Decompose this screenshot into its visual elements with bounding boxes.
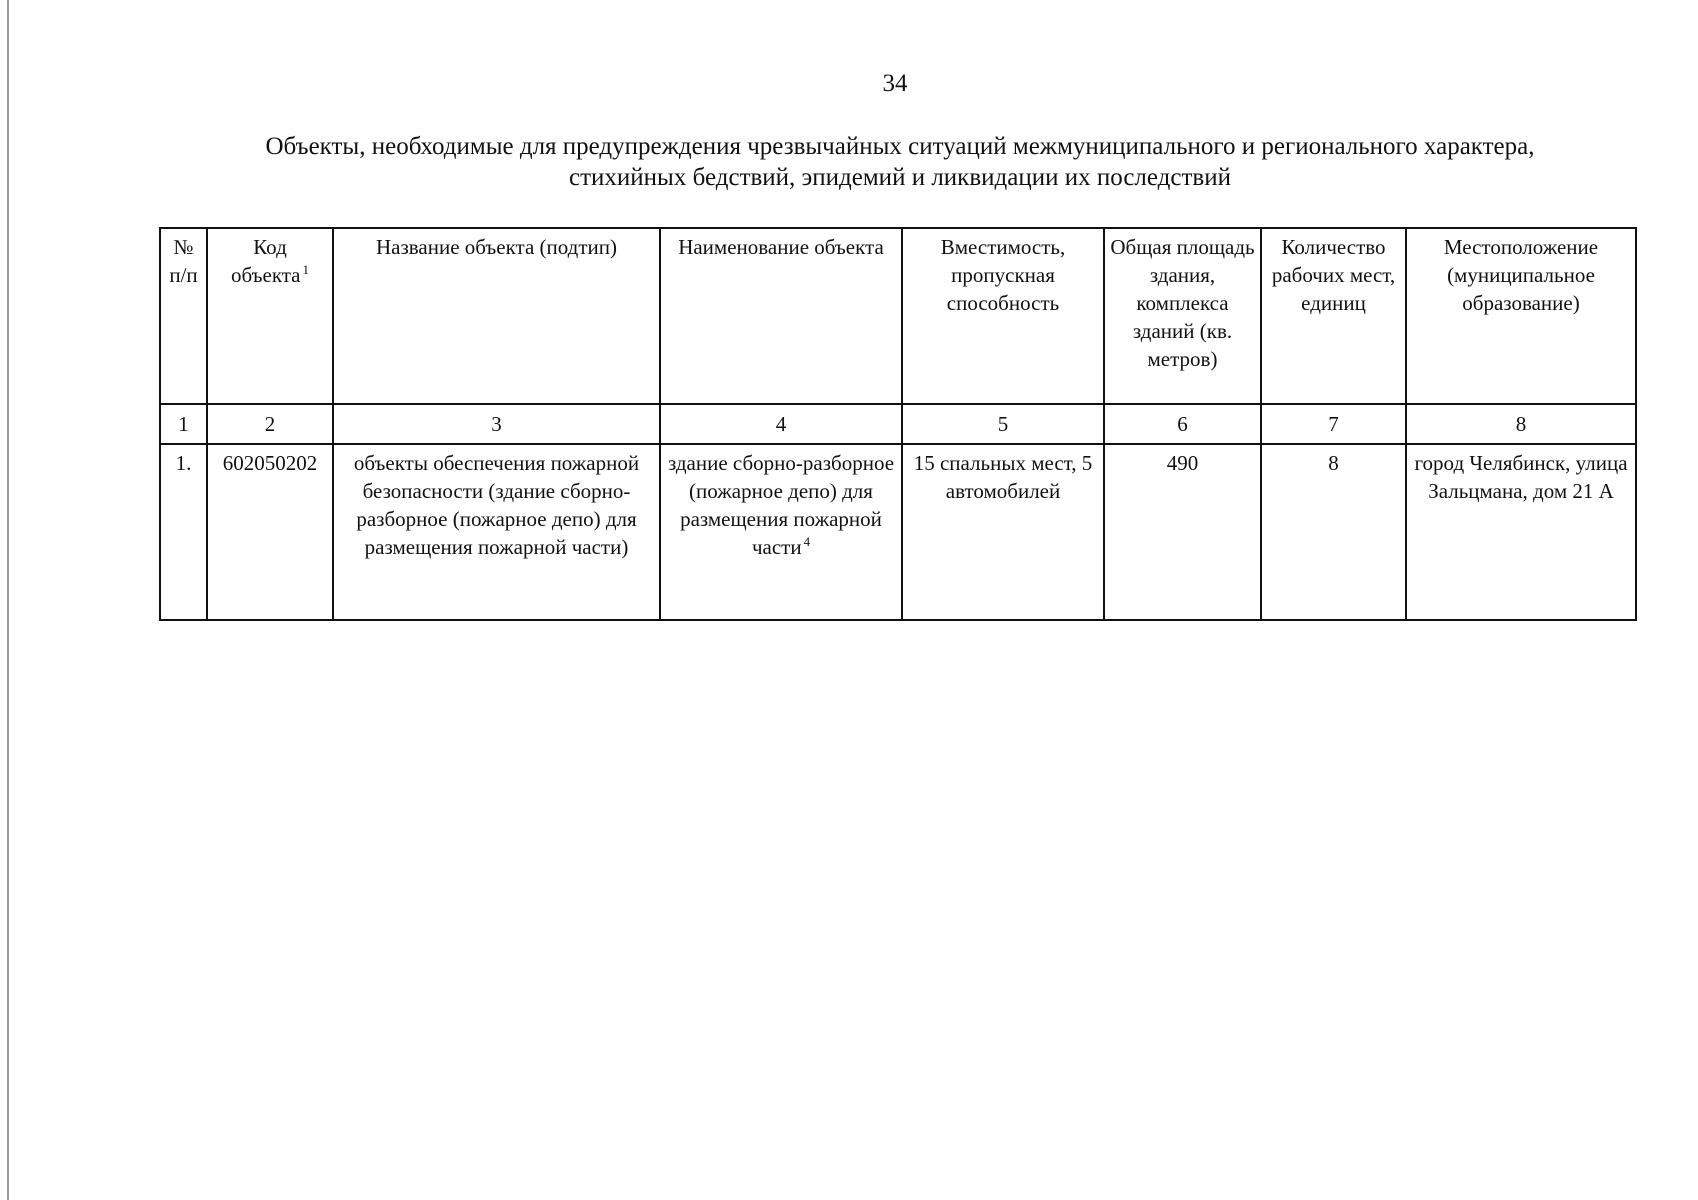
document-title	[150, 131, 1650, 193]
header-code-footnote: 1	[302, 262, 310, 277]
column-number: 3	[333, 404, 660, 444]
cell-subtype: объекты обеспечения пожарной безопасности (здание сборно-разборное (пожарное депо) для размещения пожарной части)	[333, 444, 660, 620]
cell-workplaces: 8	[1261, 444, 1406, 620]
cell-location: город Челябинск, улица Зальцмана, дом 21 А	[1406, 444, 1636, 620]
table-row	[160, 444, 1636, 620]
cell-name	[660, 444, 902, 620]
cell-name-footnote: 4	[803, 534, 811, 549]
column-number: 4	[660, 404, 902, 444]
column-number: 8	[1406, 404, 1636, 444]
header-workplaces: Количество рабочих мест, единиц	[1261, 228, 1406, 404]
page-number: 34	[882, 70, 908, 97]
cell-nr: 1.	[160, 444, 207, 620]
column-number: 1	[160, 404, 207, 444]
title-line-2: стихийных бедствий, эпидемий и ликвидации их последствий	[569, 164, 1231, 191]
cell-name-text: здание сборно-разборное (пожарное депо) для размещения пожарной части	[667, 451, 895, 559]
column-number: 2	[207, 404, 333, 444]
cell-capacity: 15 спальных мест, 5 автомобилей	[902, 444, 1104, 620]
cell-code: 602050202	[207, 444, 333, 620]
table-header-row	[160, 228, 1636, 404]
scan-edge-line	[7, 0, 9, 1200]
header-location: Местоположение (муниципальное образование)	[1406, 228, 1636, 404]
cell-area: 490	[1104, 444, 1261, 620]
header-capacity: Вместимость, пропускная способность	[902, 228, 1104, 404]
header-area: Общая площадь здания, комплекса зданий (кв. метров)	[1104, 228, 1261, 404]
title-line-1: Объекты, необходимые для предупреждения чрезвычайных ситуаций межмуниципального и регионального характера,	[265, 133, 1535, 160]
column-number: 6	[1104, 404, 1261, 444]
header-nr-label: № п/п	[169, 235, 198, 287]
header-subtype: Название объекта (подтип)	[333, 228, 660, 404]
objects-table	[159, 227, 1637, 621]
header-code-label: Код объекта	[230, 235, 301, 287]
column-number-row	[160, 404, 1636, 444]
column-number: 5	[902, 404, 1104, 444]
column-number: 7	[1261, 404, 1406, 444]
header-code	[207, 228, 333, 404]
header-name: Наименование объекта	[660, 228, 902, 404]
header-nr	[160, 228, 207, 404]
